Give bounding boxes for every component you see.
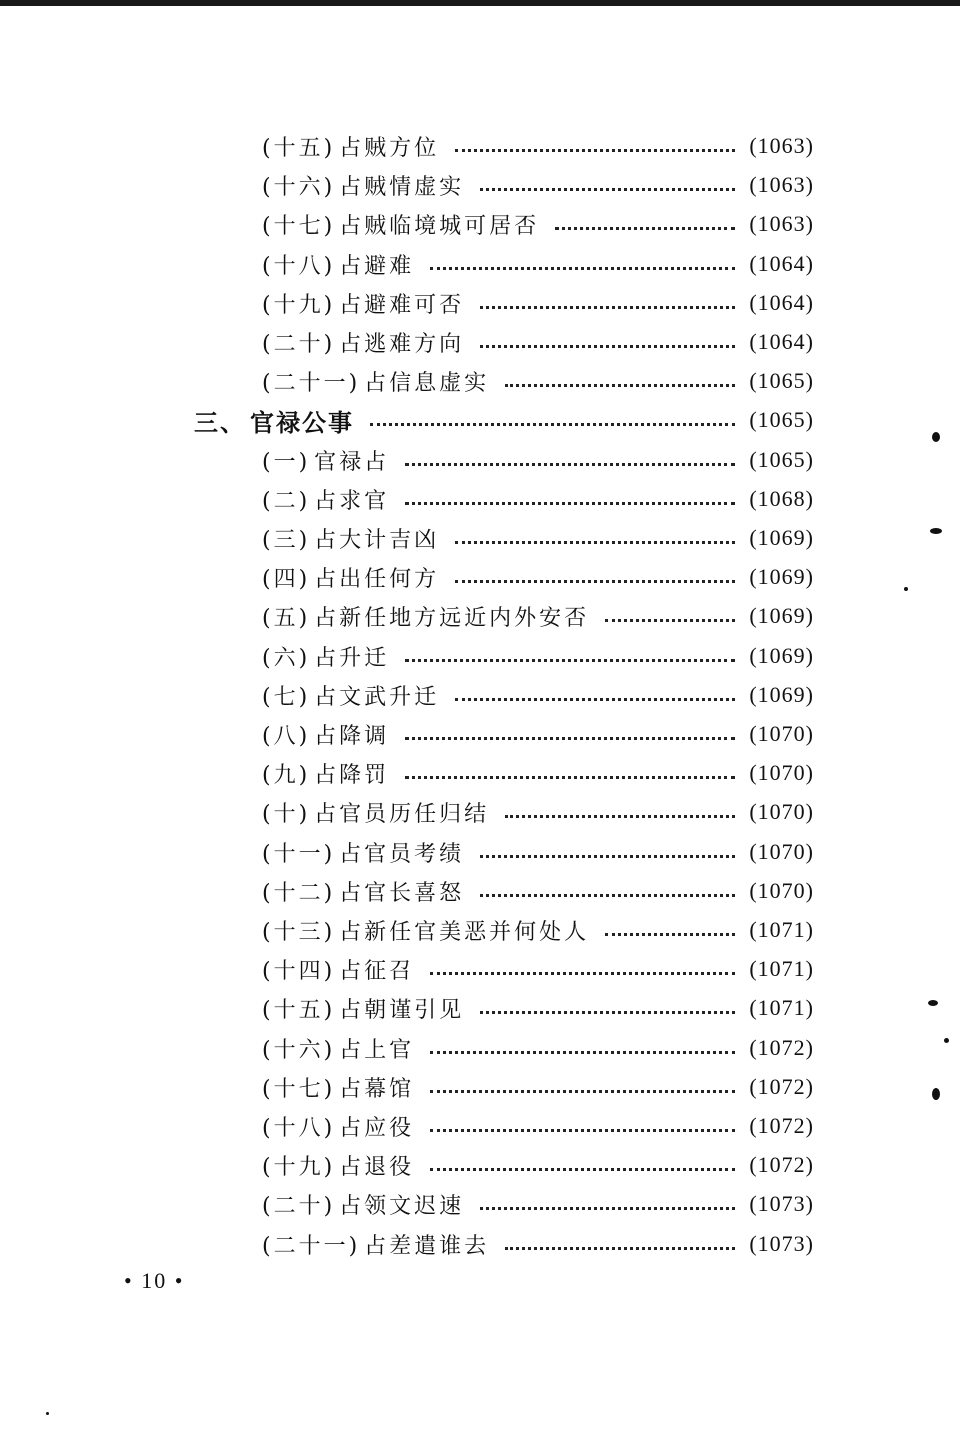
entry-title: 占贼方位: [339, 135, 440, 161]
dot-leader: [405, 733, 735, 740]
entry-title: 占上官: [339, 1037, 415, 1063]
entry-number: (十一): [262, 841, 336, 867]
dot-leader: [605, 615, 735, 622]
entry-page-number: (1069): [749, 603, 814, 628]
toc-entry: [262, 324, 814, 360]
dot-leader: [480, 851, 735, 858]
toc-entry: [262, 598, 814, 634]
scan-speck: [932, 432, 940, 442]
entry-title: 占信息虚实: [364, 370, 490, 396]
entry-page-number: (1069): [749, 643, 814, 668]
entry-title: 占应役: [339, 1115, 415, 1141]
entry-title: 占官长喜怒: [339, 880, 465, 906]
entry-page-number: (1071): [749, 956, 814, 981]
entry-number: (五): [262, 605, 311, 631]
entry-page-number: (1070): [749, 799, 814, 824]
entry-number: (十三): [262, 919, 336, 945]
entry-title: 占升迁: [314, 645, 390, 671]
toc-entry: [262, 481, 814, 517]
entry-title: 占征召: [339, 958, 415, 984]
dot-leader: [505, 1243, 735, 1250]
toc-entry: [262, 1226, 814, 1262]
entry-page-number: (1064): [749, 290, 814, 315]
entry-number: (三): [262, 527, 311, 553]
toc-entry: [262, 755, 814, 791]
entry-page-number: (1070): [749, 760, 814, 785]
toc-entry: [262, 794, 814, 830]
toc-entry: [262, 951, 814, 987]
dot-leader: [455, 576, 735, 583]
toc-entry: [262, 1030, 814, 1066]
dot-leader: [430, 1086, 735, 1093]
toc-entry: [262, 285, 814, 321]
dot-leader: [480, 184, 735, 191]
entry-number: (二十一): [262, 1233, 361, 1259]
entry-title: 占逃难方向: [339, 331, 465, 357]
toc-entry: [262, 716, 814, 752]
dot-leader: [405, 498, 735, 505]
entry-page-number: (1063): [749, 211, 814, 236]
toc-entry: [262, 167, 814, 203]
entry-title: 占出任何方: [314, 566, 440, 592]
entry-title: 占新任地方远近内外安否: [314, 605, 590, 631]
entry-number: (十七): [262, 1076, 336, 1102]
entry-title: 占避难可否: [339, 292, 465, 318]
toc-entry: [262, 1147, 814, 1183]
toc-entry: [262, 834, 814, 870]
toc-entry: [262, 990, 814, 1026]
entry-number: (六): [262, 645, 311, 671]
entry-page-number: (1069): [749, 564, 814, 589]
entry-title: 占幕馆: [339, 1076, 415, 1102]
dot-leader: [455, 694, 735, 701]
toc-entry: [194, 402, 814, 438]
entry-title: 占降罚: [314, 762, 390, 788]
entry-title: 官禄公事: [250, 407, 354, 437]
entry-page-number: (1068): [749, 486, 814, 511]
toc-entry: [262, 912, 814, 948]
dot-leader: [405, 772, 735, 779]
toc-entry: [262, 246, 814, 282]
entry-title: 占新任官美恶并何处人: [339, 919, 590, 945]
entry-title: 占退役: [339, 1154, 415, 1180]
entry-number: (十六): [262, 174, 336, 200]
dot-leader: [480, 1203, 735, 1210]
entry-page-number: (1065): [749, 368, 814, 393]
entry-number: (十): [262, 801, 311, 827]
toc-entry: [262, 677, 814, 713]
entry-page-number: (1063): [749, 133, 814, 158]
entry-number: (二十): [262, 331, 336, 357]
entry-title: 占贼临境城可居否: [339, 213, 540, 239]
entry-page-number: (1070): [749, 878, 814, 903]
toc-entry: [262, 128, 814, 164]
entry-title: 占降调: [314, 723, 390, 749]
entry-number: (九): [262, 762, 311, 788]
entry-page-number: (1072): [749, 1035, 814, 1060]
entry-number: 三、: [194, 407, 246, 437]
dot-leader: [455, 537, 735, 544]
entry-title: 占求官: [314, 488, 390, 514]
entry-page-number: (1069): [749, 525, 814, 550]
entry-page-number: (1064): [749, 251, 814, 276]
entry-page-number: (1072): [749, 1113, 814, 1138]
entry-number: (八): [262, 723, 311, 749]
scan-speck: [46, 1412, 49, 1415]
entry-title: 占贼情虚实: [339, 174, 465, 200]
entry-number: (四): [262, 566, 311, 592]
toc-entry: [262, 873, 814, 909]
entry-number: (十八): [262, 253, 336, 279]
scan-speck: [928, 1000, 938, 1006]
entry-page-number: (1073): [749, 1231, 814, 1256]
entry-title: 占避难: [339, 253, 415, 279]
entry-title: 占文武升迁: [314, 684, 440, 710]
entry-page-number: (1072): [749, 1074, 814, 1099]
entry-number: (十四): [262, 958, 336, 984]
entry-number: (十九): [262, 1154, 336, 1180]
dot-leader: [370, 419, 735, 426]
entry-title: 占官员考绩: [339, 841, 465, 867]
entry-number: (十七): [262, 213, 336, 239]
entry-page-number: (1069): [749, 682, 814, 707]
entry-page-number: (1064): [749, 329, 814, 354]
entry-page-number: (1073): [749, 1191, 814, 1216]
entry-page-number: (1063): [749, 172, 814, 197]
scan-speck: [930, 528, 942, 534]
entry-number: (十九): [262, 292, 336, 318]
entry-number: (十八): [262, 1115, 336, 1141]
dot-leader: [555, 223, 735, 230]
dot-leader: [430, 1125, 735, 1132]
toc-entry: [262, 363, 814, 399]
toc-entry: [262, 1069, 814, 1105]
entry-page-number: (1070): [749, 839, 814, 864]
scan-speck: [944, 1038, 949, 1043]
entry-page-number: (1065): [749, 447, 814, 472]
entry-page-number: (1072): [749, 1152, 814, 1177]
entry-number: (二十一): [262, 370, 361, 396]
entry-number: (十五): [262, 997, 336, 1023]
dot-leader: [505, 380, 735, 387]
entry-page-number: (1071): [749, 917, 814, 942]
toc-entry: [262, 206, 814, 242]
entry-number: (一): [262, 449, 311, 475]
entry-number: (十五): [262, 135, 336, 161]
toc-entry: [262, 638, 814, 674]
entry-title: 官禄占: [314, 449, 390, 475]
entry-number: (十二): [262, 880, 336, 906]
toc-entry: [262, 520, 814, 556]
entry-number: (二): [262, 488, 311, 514]
entry-number: (七): [262, 684, 311, 710]
entry-number: (二十): [262, 1193, 336, 1219]
dot-leader: [405, 655, 735, 662]
entry-title: 占领文迟速: [339, 1193, 465, 1219]
dot-leader: [405, 459, 735, 466]
toc-entry: [262, 559, 814, 595]
scan-speck: [932, 1088, 940, 1100]
dot-leader: [605, 929, 735, 936]
entry-title: 占官员历任归结: [314, 801, 490, 827]
dot-leader: [480, 890, 735, 897]
top-border-rule: [0, 0, 960, 6]
dot-leader: [505, 811, 735, 818]
entry-page-number: (1071): [749, 995, 814, 1020]
toc-entry: [262, 1186, 814, 1222]
entry-title: 占大计吉凶: [314, 527, 440, 553]
entry-number: (十六): [262, 1037, 336, 1063]
toc-entry: [262, 442, 814, 478]
page-number: • 10 •: [124, 1268, 185, 1293]
dot-leader: [455, 145, 735, 152]
dot-leader: [430, 1164, 735, 1171]
dot-leader: [430, 263, 735, 270]
entry-page-number: (1070): [749, 721, 814, 746]
dot-leader: [480, 302, 735, 309]
dot-leader: [480, 341, 735, 348]
entry-page-number: (1065): [749, 407, 814, 432]
toc-entry: [262, 1108, 814, 1144]
dot-leader: [430, 968, 735, 975]
entry-title: 占朝谨引见: [339, 997, 465, 1023]
dot-leader: [480, 1007, 735, 1014]
dot-leader: [430, 1047, 735, 1054]
entry-title: 占差遣谁去: [364, 1233, 490, 1259]
scan-speck: [904, 587, 908, 591]
